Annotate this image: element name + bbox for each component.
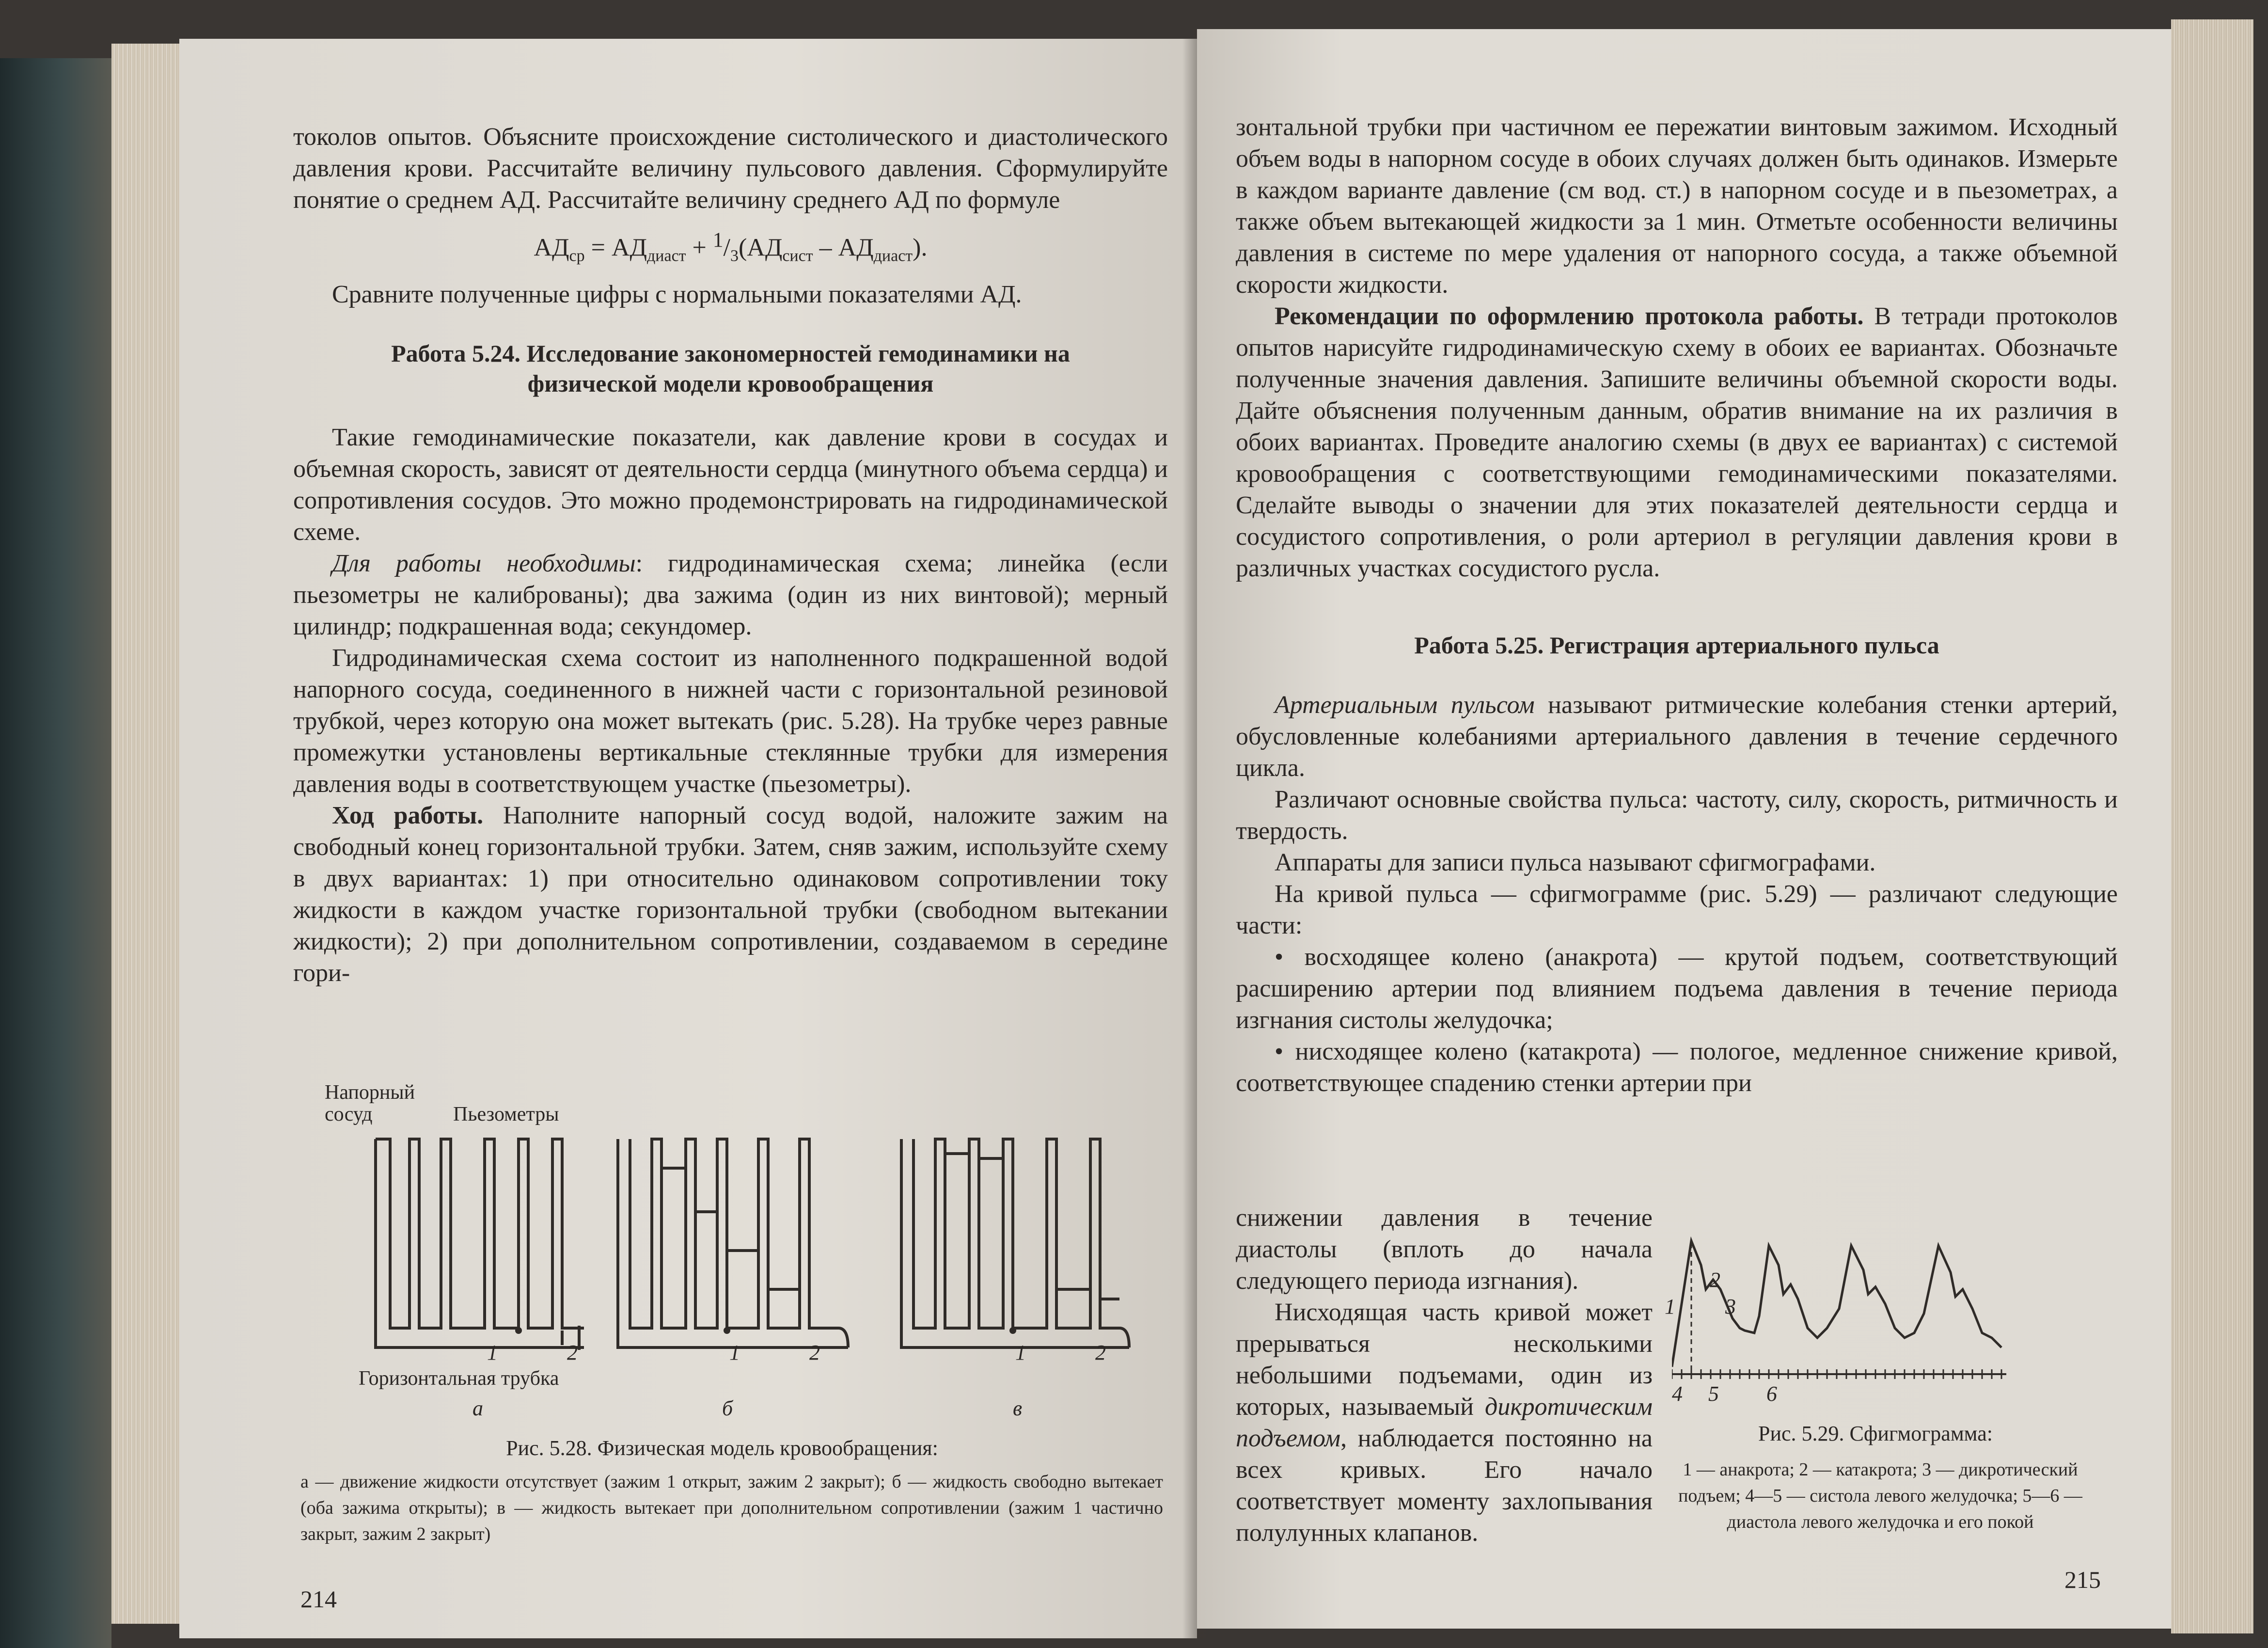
clamp-1-dot-b (724, 1327, 730, 1334)
paragraph-rest: В тетради протоколов опытов нарисуйте гидродинамическую схему в обоих ее вариантах. Обозначьте полученные значения давления. Запишите величины объемной скорости воды. Дайте объяснения полученным данным, обратив внимание на их различия в обоих вариантах. Проведите аналогию схемы (в двух ее вариантах) с системой кровообращения с соответствующими гемодинамическими показателями. Сделайте выводы о значении для этих показателей деятельности сердца и сосудистого сопротивления, о роли артериол в регуляции давления крови в различных участках сосудистого русла. (1236, 302, 2118, 582)
heading-work-5-24-line2: физической модели кровообращения (527, 369, 934, 397)
hydrodynamic-scheme-drawing (179, 39, 1197, 1638)
book-cover-edge (0, 58, 111, 1648)
label-piezometers: Пьезометры (453, 1103, 559, 1125)
panel-label-v: в (1013, 1396, 1023, 1420)
paragraph: Различают основные свойства пульса: частоту, силу, скорость, ритмичность и твердость. (1236, 786, 2118, 845)
page-number-right: 215 (2064, 1566, 2101, 1593)
page-edges-left (111, 44, 179, 1624)
formula-frac-den: 3 (730, 247, 739, 265)
paragraph: токолов опытов. Объясните происхождение систолического и диастолического давления крови. Рассчитайте величину пульсового давления. Сформулируйте понятие о среднем АД. Рассчитайте величину среднего АД по формуле (293, 123, 1168, 214)
pulse-curve (1672, 1241, 2001, 1367)
paragraph (1236, 1297, 1653, 1549)
paragraph: Такие гемодинамические показатели, как давление крови в сосудах и объемная скорость, зависят от деятельности сердца (минутного объема сердца) и сопротивления сосудов. Это можно продемонстрировать на гидродинамической схеме. (293, 423, 1168, 546)
clamp-label-2-a: 2 (567, 1341, 578, 1364)
formula-mean-pressure: $АД_{ср} = АД_{диаст} + ^1/_3(АД_{сист} - АД_{диаст})$. (534, 228, 928, 265)
mark-4: 4 (1672, 1382, 1683, 1406)
formula-part: ). (913, 234, 928, 262)
mark-3: 3 (1725, 1295, 1736, 1318)
mark-5: 5 (1708, 1382, 1719, 1406)
paragraph: снижении давления в течение диастолы (вплоть до начала следующего периода изгнания). (1236, 1204, 1653, 1295)
formula-sub: диаст (873, 247, 913, 265)
clamp-label-2-v: 2 (1095, 1341, 1106, 1364)
formula-part: – АД (813, 234, 874, 262)
paragraph: Аппараты для записи пульса называют сфигмографами. (1275, 849, 1876, 876)
mark-2: 2 (1710, 1268, 1720, 1292)
paragraph: На кривой пульса — сфигмограмме (рис. 5.29) — различают следующие части: (1236, 880, 2118, 939)
scheme-panel-v (901, 1139, 1129, 1347)
formula-sub: сист (782, 247, 813, 265)
italic-term: Для работы необходимы (332, 549, 636, 577)
page-edges-right (2171, 19, 2253, 1633)
clamp-label-1-v: 1 (1015, 1341, 1026, 1364)
right-text-narrow (1236, 1202, 1653, 1549)
italic-term: Артериальным пульсом (1275, 691, 1535, 719)
label-vessel-line2: сосуд (325, 1103, 373, 1125)
mark-1: 1 (1665, 1295, 1675, 1318)
paragraph: зонтальной трубки при частичном ее пережатии винтовым зажимом. Исходный объем воды в напорном сосуде в обоих случаях должен быть одинаков. Измерьте в каждом варианте давление (см вод. ст.) в напорном сосуде и в пьезометрах, а также объем вытекающей жидкости за 1 мин. Отметьте особенности величины давления в системе по мере удаления от напорного сосуда, а также объемной скорости жидкости. (1236, 113, 2118, 299)
clamp-label-1-b: 1 (729, 1341, 740, 1364)
paragraph-rest: , наблюдается постоянно на всех кривых. Его начало соответствует моменту захлопывания полулунных клапанов. (1236, 1425, 1653, 1547)
compare-text: Сравните полученные цифры с нормальными показателями АД. (332, 280, 1022, 308)
italic-term: дикротическим подъемом (1236, 1393, 1653, 1452)
heading-work-5-25: Работа 5.25. Регистрация артериального пульса (1414, 632, 1939, 659)
sphygmogram-drawing (1672, 1212, 2137, 1406)
paragraph (1236, 301, 2118, 584)
figure-5-28-legend: а — движение жидкости отсутствует (зажим 1 открыт, зажим 2 закрыт); б — жидкость свободно вытекает (оба зажима открыты); в — жидкость вытекает при дополнительном сопротивлении (зажим 1 частично закрыт, зажим 2 закрыт) (300, 1472, 1163, 1544)
bullet-item: • нисходящее колено (катакрота) — пологое, медленное снижение кривой, соответствующее спадению стенки артерии при (1236, 1038, 2118, 1097)
formula-sub: ср (569, 247, 585, 265)
paragraph-rest: : гидродинамическая схема; линейка (если пьезометры не калиброваны); два зажима (один из них винтовой); мерный цилиндр; подкрашенная вода; секундомер. (293, 549, 1168, 640)
panel-label-b: б (722, 1396, 733, 1420)
formula-frac-num: 1 (712, 228, 724, 252)
formula-part: = АД (584, 234, 647, 262)
right-text-top (1236, 111, 2118, 1099)
page-number-left: 214 (300, 1585, 337, 1613)
figure-5-29-caption: Рис. 5.29. Сфигмограмма: (1758, 1422, 1993, 1445)
page-214 (179, 39, 1197, 1638)
panel-label-a: а (472, 1396, 483, 1420)
scheme-panel-b (618, 1139, 848, 1347)
paragraph-part: Нисходящая часть кривой может прерываться несколькими небольшими подъемами, один из которых, называемый (1236, 1299, 1653, 1421)
page-215 (1197, 29, 2171, 1629)
paragraph-rest: называют ритмические колебания стенки артерий, обусловленные колебаниями артериального давления в течение сердечного цикла. (1236, 691, 2118, 782)
clamp-label-2-b: 2 (809, 1341, 820, 1364)
label-horizontal-tube: Горизонтальная трубка (359, 1367, 559, 1390)
paragraph (1236, 689, 2118, 784)
paragraph-rest: Наполните напорный сосуд водой, наложите зажим на свободный конец горизонтальной трубки. Затем, сняв зажим, используйте схему в двух вариантах: 1) при относительно одинаковом сопротивлении току жидкости в каждом участке горизонтальной трубки (свободном вытекании жидкости); 2) при дополнительном сопротивлении, создаваемом в середине гори- (293, 801, 1168, 987)
bold-term: Рекомендации по оформлению протокола работы. (1275, 302, 1864, 330)
heading-work-5-24-line1: Работа 5.24. Исследование закономерностей гемодинамики на (391, 339, 1070, 367)
paragraph: Гидродинамическая схема состоит из наполненного подкрашенной водой напорного сосуда, соединенного в нижней части с горизонтальной резиновой трубкой, через которую она может вытекать (рис. 5.28). На трубке через равные промежутки установлены вертикальные стеклянные трубки для измерения давления воды в соответствующем участке (пьезометры). (293, 644, 1168, 798)
figure-5-29-legend: 1 — анакрота; 2 — катакрота; 3 — дикротический подъем; 4—5 — систола левого желудочка; 5—6 — диастола левого желудочка и его покой (1678, 1459, 2082, 1532)
bold-term: Ход работы. (332, 801, 484, 829)
formula-sub: диаст (646, 247, 686, 265)
scheme-panel-a (376, 1139, 584, 1350)
clamp-label-1-a: 1 (487, 1341, 498, 1364)
formula-part: (АД (738, 234, 783, 262)
bullet-item: • восходящее колено (анакрота) — крутой подъем, соответствующий расширению артерии под влиянием подъема давления в течение периода изгнания систолы желудочка; (1236, 943, 2118, 1034)
formula-part: АД (534, 234, 569, 262)
formula-part: + (686, 234, 713, 262)
clamp-1-dot-v (1009, 1327, 1016, 1334)
figure-5-28-caption: Рис. 5.28. Физическая модель кровообращения: (506, 1436, 938, 1460)
figure-5-29 (1665, 1212, 2137, 1595)
label-vessel-line1: Напорный (325, 1081, 415, 1104)
mark-6: 6 (1766, 1382, 1777, 1406)
figure-5-28 (179, 39, 1197, 1638)
clamp-1-dot-a (515, 1327, 522, 1334)
